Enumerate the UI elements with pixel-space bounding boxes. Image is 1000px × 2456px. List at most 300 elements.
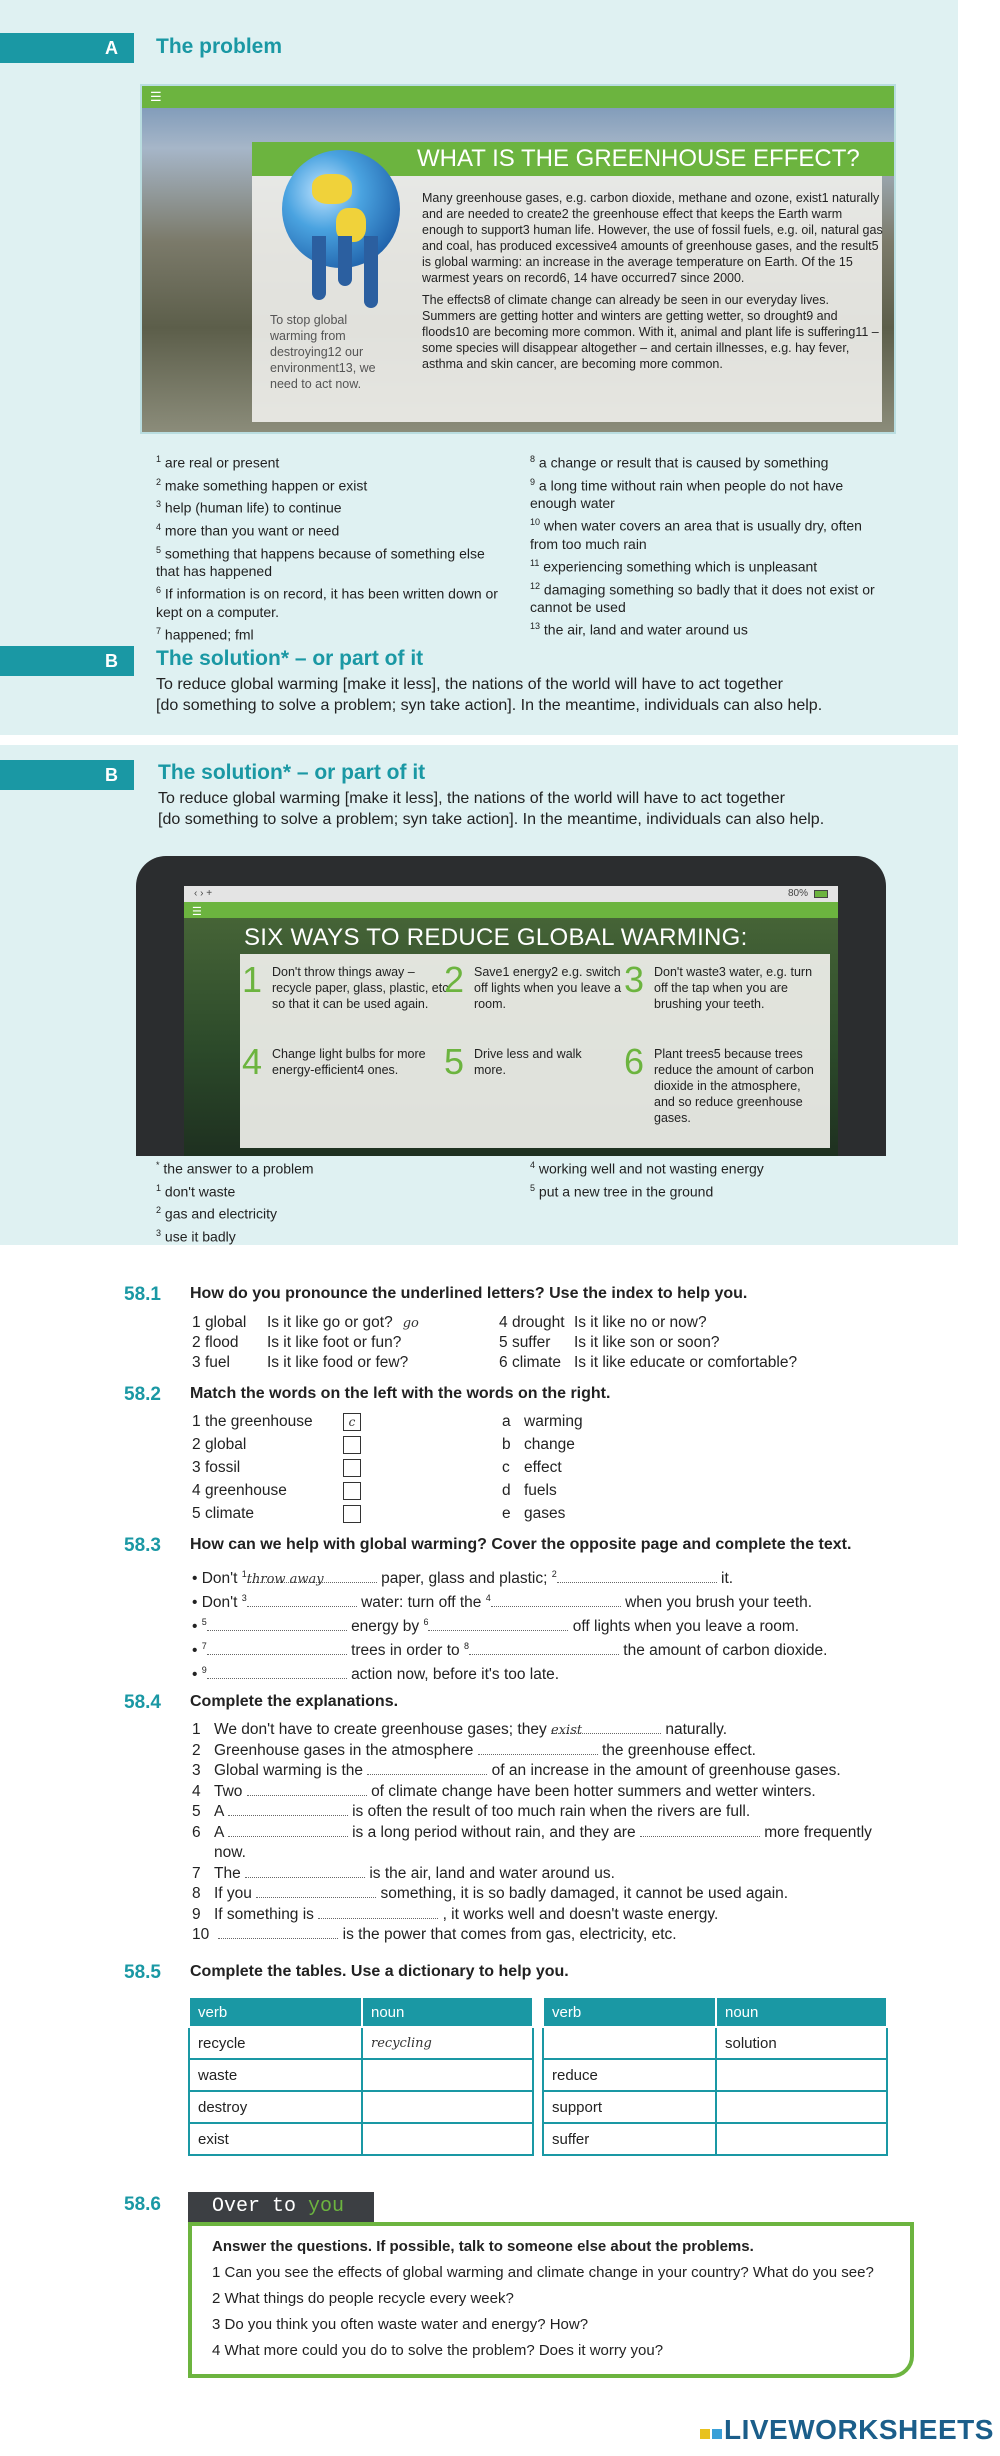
footnote: [530, 473, 880, 513]
line-text: something, it is so badly damaged, it cannot be used again.: [380, 1885, 789, 1902]
way-number: 3: [624, 959, 645, 1000]
footnote-number: 3: [156, 499, 162, 510]
item-question: Is it like go or got?: [266, 1314, 393, 1331]
greenhouse-side-note: To stop global warming from destroying12 our environment13, we need to act now.: [270, 313, 376, 391]
col-noun: noun: [362, 1997, 533, 2027]
item-letter: d: [502, 1482, 511, 1499]
exercise-58-5-number: 58.5: [124, 1962, 161, 1983]
noun-cell[interactable]: [716, 2123, 887, 2155]
footnote-number: 12: [530, 580, 541, 591]
footnote-text: use it badly: [164, 1228, 236, 1245]
item-number: 2: [192, 1334, 201, 1351]
greenhouse-body: [422, 190, 884, 378]
answer-blank[interactable]: [640, 1823, 760, 1837]
col-verb: verb: [543, 1997, 716, 2027]
line-text: is the air, land and water around us.: [369, 1864, 615, 1882]
line-text: more frequently: [764, 1823, 872, 1841]
verb-cell: waste: [189, 2059, 362, 2091]
exercise-58-5-heading: Complete the tables. Use a dictionary to help you.: [190, 1963, 569, 1980]
footnote-text: something that happens because of something else that has happened: [156, 545, 485, 580]
item-number: 6: [192, 1823, 201, 1841]
match-left-item: [192, 1481, 361, 1501]
answer-box[interactable]: [343, 1482, 361, 1500]
footnote-number: 2: [156, 476, 162, 487]
verb-cell: reduce: [543, 2059, 716, 2091]
table-row: [543, 2027, 887, 2059]
answer-blank[interactable]: [218, 1925, 338, 1939]
verb-noun-table-1: [188, 1996, 534, 2156]
explanation-line: [192, 1802, 750, 1822]
over-to-you-label: [188, 2192, 374, 2222]
explanation-line: [192, 1720, 727, 1740]
item-number: 5: [192, 1505, 201, 1522]
ex583-text: water: turn off the: [361, 1594, 482, 1612]
ex583-blank-3[interactable]: [247, 1593, 357, 1607]
way-4: [242, 1041, 432, 1082]
ex583-line-1: • Don't $^1$throw away paper, glass and plastic; $^2$ it.: [192, 1569, 734, 1588]
explanation-line: [192, 1925, 677, 1945]
section-b-intro-1-top: To reduce global warming [make it less], the nations of the world will have to act together: [156, 676, 783, 693]
line-text: is often the result of too much rain when the rivers are full.: [352, 1803, 751, 1820]
footnotes-a-left: [156, 450, 506, 645]
answer-box[interactable]: [343, 1505, 361, 1523]
way-6: [624, 1041, 824, 1126]
explanation-line: [192, 1884, 788, 1904]
line-text: Two: [214, 1782, 243, 1800]
way-number: 1: [242, 959, 263, 1000]
exercise-58-2-heading: Match the words on the left with the words on the right.: [190, 1385, 611, 1402]
item-word: global: [204, 1436, 247, 1453]
line-text: Greenhouse gases in the atmosphere: [214, 1741, 474, 1759]
footnote-number: 11: [530, 557, 540, 568]
match-left-item: [192, 1435, 361, 1455]
line-text: A: [214, 1823, 224, 1841]
footnote-text: when water covers an area that is usually dry, often from too much rain: [530, 517, 862, 552]
section-b-intro-1: To reduce global warming [make it less], the nations of the world will have to act together: [158, 790, 785, 807]
browser-bar: [184, 886, 838, 902]
ex583-blank-1[interactable]: [246, 1569, 377, 1588]
answer-blank[interactable]: [228, 1823, 348, 1837]
footnote: [156, 473, 506, 495]
ex583-text: trees in order to: [351, 1642, 460, 1660]
item-letter: a: [502, 1413, 511, 1430]
verb-cell: suffer: [543, 2123, 716, 2155]
ex583-blank-6[interactable]: [428, 1617, 568, 1631]
item-word: fuels: [524, 1482, 557, 1499]
ex583-blank-5[interactable]: [207, 1617, 347, 1631]
line-text: A: [214, 1803, 224, 1820]
item-word: climate: [511, 1354, 562, 1371]
item-number: 4: [192, 1482, 201, 1499]
line-text: , it works well and doesn't waste energy.: [442, 1905, 719, 1923]
footnote: [156, 1156, 506, 1178]
ex583-text: paper, glass and plastic;: [381, 1570, 548, 1588]
item-number: 2: [192, 1741, 201, 1759]
footnote-number: 8: [530, 454, 536, 464]
footnote: [530, 1179, 880, 1201]
pronunciation-item: [192, 1333, 441, 1353]
way-number: 5: [444, 1041, 465, 1082]
answer-box[interactable]: c: [343, 1413, 361, 1431]
way-number: 6: [624, 1041, 645, 1082]
item-word: greenhouse: [204, 1482, 287, 1499]
match-right-item: [502, 1458, 562, 1478]
menu-icon: ☰: [150, 89, 162, 104]
answer-blank[interactable]: [318, 1905, 438, 1919]
menu-bar: [142, 86, 894, 108]
footnote-text: a change or result that is caused by something: [538, 454, 829, 471]
pronunciation-item: [499, 1333, 760, 1353]
item-letter: c: [502, 1459, 510, 1476]
way-text: Don't waste3 water, e.g. turn off the tap when you are brushing your teeth.: [654, 965, 813, 1011]
footnote-text: the air, land and water around us: [543, 621, 748, 638]
six-ways-heading: SIX WAYS TO REDUCE GLOBAL WARMING:: [244, 924, 748, 951]
item-word: change: [524, 1436, 575, 1453]
footnote-text: gas and electricity: [164, 1205, 277, 1222]
way-5: [444, 1041, 604, 1082]
col-noun: noun: [716, 1997, 887, 2027]
section-b-letter: B: [105, 765, 118, 785]
way-number: 4: [242, 1041, 263, 1082]
way-text: Save1 energy2 e.g. switch off lights when you leave a room.: [474, 965, 622, 1011]
footnote-text: more than you want or need: [164, 522, 340, 539]
item-number: 6: [499, 1354, 508, 1371]
pronunciation-item: [192, 1313, 433, 1334]
line-text: is the power that comes from gas, electricity, etc.: [342, 1926, 677, 1943]
greenhouse-para-1: Many greenhouse gases, e.g. carbon dioxide, methane and ozone, exist1 naturally and are needed to create2 the greenhouse effect that keeps the Earth warm enough to support3 human life. However, the use of fossil fuels, e.g. oil, natural gas and coal, has produced excessive4 amounts of greenhouse gases, and the result5 is global warming: an increase in the average temperature on Earth. Of the 15 warmest years on record6, 14 have occurred7 since 2000.: [422, 191, 883, 285]
footnote-text: experiencing something which is unpleasant: [543, 558, 818, 575]
greenhouse-heading: WHAT IS THE GREENHOUSE EFFECT?: [252, 142, 894, 176]
footnote-text: a long time without rain when people do not have enough water: [530, 477, 844, 512]
greenhouse-para-2: The effects8 of climate change can already be seen in our everyday lives. Summers are getting hotter and winters are getting wetter, so drought9 and floods10 are becoming more common. With it, animal and plant life is suffering11 – some species will disappear altogether – and certain illnesses, e.g. hay fever, asthma and skin cancer, are becoming more common.: [422, 293, 879, 371]
tablet-frame: [136, 856, 886, 1156]
footnote: [530, 617, 880, 639]
verb-cell[interactable]: [543, 2027, 716, 2059]
verb-noun-table-2: [542, 1996, 888, 2156]
ex583-example-answer: throw away: [246, 1572, 324, 1588]
item-number: 9: [192, 1905, 201, 1923]
ex583-text: Don't: [201, 1594, 238, 1612]
you-label: you: [308, 2195, 345, 2218]
way-1: [242, 959, 452, 1012]
match-right-item: [502, 1504, 565, 1524]
footnote-text: make something happen or exist: [164, 477, 368, 494]
footnote-number: 5: [156, 544, 162, 555]
table-row: [543, 2123, 887, 2155]
explanation-line: [192, 1823, 872, 1843]
verb-cell: destroy: [189, 2091, 362, 2123]
ex583-text: off lights when you leave a room.: [572, 1618, 800, 1636]
exercise-58-4-heading: Complete the explanations.: [190, 1693, 399, 1710]
footnote-number: 1: [156, 1182, 162, 1193]
footnote-number: 4: [530, 1160, 536, 1170]
item-word: the greenhouse: [204, 1413, 313, 1430]
footnote-number: 2: [156, 1205, 162, 1216]
match-left-item: [192, 1412, 361, 1432]
answer-blank[interactable]: [245, 1864, 365, 1878]
match-right-item: [502, 1412, 583, 1432]
item-number: 4: [499, 1314, 508, 1331]
logo-square-icon: [700, 2429, 710, 2439]
item-number: 3: [192, 1354, 201, 1371]
exercise-58-3-heading: How can we help with global warming? Cover the opposite page and complete the text.: [190, 1536, 852, 1553]
ex583-blank-8[interactable]: [469, 1641, 619, 1655]
item-word: warming: [524, 1413, 583, 1430]
ex583-text: action now, before it's too late.: [351, 1666, 560, 1684]
footnotes-b-right: [530, 1156, 880, 1201]
answer-box[interactable]: [343, 1436, 361, 1454]
ex583-blank-7[interactable]: [207, 1641, 347, 1655]
footnotes-a-right: [530, 450, 880, 640]
footnote-number: 9: [530, 476, 536, 487]
answer-box[interactable]: [343, 1459, 361, 1477]
browser-nav-icons[interactable]: ‹ › +: [194, 888, 213, 899]
footnote-text: help (human life) to continue: [164, 499, 342, 516]
globe-drip: [312, 236, 326, 300]
col-verb: verb: [189, 1997, 362, 2027]
pronunciation-item: [192, 1353, 448, 1373]
example-answer: exist: [551, 1723, 583, 1738]
ex583-line-4: • $^7$ trees in order to $^8$ the amount of carbon dioxide.: [192, 1641, 828, 1660]
item-number: 8: [192, 1885, 201, 1902]
footnote-number: 3: [156, 1227, 162, 1238]
ex583-blank-4[interactable]: [491, 1593, 621, 1607]
ex583-blank-2[interactable]: [557, 1569, 717, 1583]
explanation-line: [192, 1905, 718, 1925]
explanation-line: [192, 1741, 756, 1761]
item-word: global: [204, 1314, 247, 1331]
section-b-stripe-top: [0, 646, 134, 676]
exercise-58-6-number: 58.6: [124, 2194, 161, 2215]
match-left-item: [192, 1504, 361, 1524]
ex583-text: Don't: [201, 1570, 238, 1588]
item-letter: b: [502, 1436, 511, 1453]
verb-cell: recycle: [189, 2027, 362, 2059]
ex583-blank-9[interactable]: [207, 1665, 347, 1679]
footnote: [156, 1224, 506, 1246]
ex583-text: when you brush your teeth.: [625, 1594, 813, 1612]
footnote-text: If information is on record, it has been written down or kept on a computer.: [156, 585, 498, 620]
table-row: [189, 2027, 533, 2059]
item-question: Is it like foot or fun?: [266, 1334, 402, 1351]
item-word: fossil: [204, 1459, 241, 1476]
item-word: climate: [204, 1505, 255, 1522]
footnote-text: happened; fml: [164, 626, 254, 643]
item-word: flood: [204, 1334, 239, 1351]
table-row: [189, 2059, 533, 2091]
line-text: of climate change have been hotter summers and wetter winters.: [371, 1782, 816, 1800]
way-text: Plant trees5 because trees reduce the amount of carbon dioxide in the atmosphere, and so reduce greenhouse gases.: [654, 1047, 814, 1125]
brand-name: LIVEWORKSHEETS: [724, 2414, 994, 2445]
table-row: [189, 2091, 533, 2123]
footnote: [156, 1201, 506, 1223]
footnote-number: 6: [156, 585, 162, 596]
match-right-item: [502, 1481, 557, 1501]
question-1: 1 Can you see the effects of global warming and climate change in your country? What do you see?: [212, 2264, 874, 2281]
footnote-text: working well and not wasting energy: [538, 1160, 764, 1177]
answer-blank[interactable]: [228, 1802, 348, 1816]
answer-blank[interactable]: [551, 1720, 661, 1738]
way-text: Drive less and walk more.: [474, 1047, 582, 1077]
exercise-58-1-number: 58.1: [124, 1284, 161, 1305]
footnote: [156, 518, 506, 540]
line-text: If you: [214, 1885, 252, 1902]
item-word: drought: [511, 1314, 565, 1331]
item-number: 4: [192, 1782, 201, 1800]
tablet-menu-bar: [184, 902, 838, 918]
over-to-you-instruction: Answer the questions. If possible, talk to someone else about the problems.: [212, 2238, 754, 2255]
item-number: 3: [192, 1459, 201, 1476]
exercise-58-4-number: 58.4: [124, 1692, 161, 1713]
way-number: 2: [444, 959, 465, 1000]
line-text: If something is: [214, 1905, 314, 1923]
ex583-line-3: • $^5$ energy by $^6$ off lights when you leave a room.: [192, 1617, 800, 1636]
footnote: [156, 1179, 506, 1201]
footnote-number: 5: [530, 1182, 536, 1193]
battery-label: 80%: [787, 888, 808, 899]
noun-cell[interactable]: [362, 2123, 533, 2155]
section-a-stripe: [0, 33, 134, 63]
line-text: naturally.: [665, 1721, 728, 1738]
globe-drip: [338, 236, 352, 286]
item-word: fuel: [204, 1354, 230, 1371]
question-2: 2 What things do people recycle every week?: [212, 2290, 514, 2307]
footnote: [530, 513, 880, 553]
item-number: 5: [192, 1803, 201, 1820]
item-question: Is it like educate or comfortable?: [573, 1354, 798, 1371]
tablet-screen: [184, 886, 838, 1156]
footnote: [530, 554, 880, 576]
item-number: 2: [192, 1436, 201, 1453]
footnote-text: don't waste: [164, 1183, 236, 1200]
footnote: [156, 622, 506, 644]
battery-icon: [814, 890, 828, 898]
footnote-number: 1: [156, 454, 162, 464]
ex583-line-5: • $^9$ action now, before it's too late.: [192, 1665, 560, 1684]
over-to-you-box: [188, 2222, 914, 2378]
way-3: [624, 959, 824, 1012]
answer-blank[interactable]: [256, 1884, 376, 1898]
noun-cell[interactable]: [716, 2091, 887, 2123]
match-right-item: [502, 1435, 575, 1455]
section-b-stripe: [0, 760, 134, 790]
line-text: Global warming is the: [214, 1762, 364, 1779]
footnote-text: damaging something so badly that it does not exist or cannot be used: [530, 581, 875, 616]
footnote-number: 7: [156, 625, 162, 636]
item-word: effect: [524, 1459, 562, 1476]
section-b-letter: B: [105, 651, 118, 671]
noun-cell[interactable]: [716, 2059, 887, 2091]
footnote-text: are real or present: [164, 454, 280, 471]
item-question: Is it like food or few?: [266, 1354, 409, 1371]
item-number: 10: [192, 1926, 210, 1943]
item-word: gases: [524, 1505, 566, 1522]
line-text: The: [214, 1864, 241, 1882]
greenhouse-panel: [140, 84, 896, 434]
item-answer[interactable]: go: [402, 1316, 419, 1331]
ex583-text: the amount of carbon dioxide.: [623, 1642, 828, 1660]
item-number: 1: [192, 1721, 201, 1738]
section-b-title-top: The solution* – or part of it: [156, 647, 424, 670]
question-3: 3 Do you think you often waste water and energy? How?: [212, 2316, 589, 2333]
section-b-intro-2-top: [do something to solve a problem; syn take action]. In the meantime, individuals can also help.: [156, 697, 823, 714]
footnotes-b-left: [156, 1156, 506, 1247]
footnote-number: 4: [156, 521, 162, 532]
verb-cell: support: [543, 2091, 716, 2123]
noun-cell: solution: [716, 2027, 887, 2059]
item-word: suffer: [511, 1334, 551, 1351]
section-a-title: The problem: [156, 35, 283, 58]
menu-icon: ☰: [192, 906, 202, 918]
logo-square-icon: [712, 2429, 722, 2439]
item-letter: e: [502, 1505, 511, 1522]
exercise-58-1-heading: How do you pronounce the underlined letters? Use the index to help you.: [190, 1285, 748, 1302]
match-left-item: [192, 1458, 361, 1478]
item-number: 7: [192, 1864, 201, 1882]
way-2: [444, 959, 624, 1012]
item-question: Is it like son or soon?: [573, 1334, 720, 1351]
ex583-line-2: • Don't $^3$ water: turn off the $^4$ when you brush your teeth.: [192, 1593, 813, 1612]
footnote: [156, 495, 506, 517]
line-text: We don't have to create greenhouse gases; they: [214, 1721, 547, 1738]
liveworksheets-logo[interactable]: [700, 2414, 994, 2446]
explanation-line: [192, 1761, 841, 1781]
explanation-line: [192, 1864, 615, 1884]
table-row: [189, 2123, 533, 2155]
footnote: [530, 450, 880, 472]
exercise-58-2-number: 58.2: [124, 1384, 161, 1405]
answer-blank[interactable]: [367, 1761, 487, 1775]
line-text: of an increase in the amount of greenhouse gases.: [491, 1762, 841, 1779]
globe-drip: [364, 236, 378, 308]
item-number: 1: [192, 1314, 201, 1331]
item-question: Is it like no or now?: [573, 1314, 707, 1331]
pronunciation-item: [499, 1313, 747, 1333]
noun-cell[interactable]: [362, 2091, 533, 2123]
footnote-text: the answer to a problem: [163, 1160, 314, 1177]
footnote-number: *: [156, 1160, 160, 1170]
section-b-title: The solution* – or part of it: [158, 761, 426, 784]
answer-blank[interactable]: [247, 1782, 367, 1796]
over-to-label: Over to: [212, 2195, 309, 2218]
section-a-letter: A: [105, 38, 118, 58]
verb-cell: exist: [189, 2123, 362, 2155]
line-text: is a long period without rain, and they are: [352, 1823, 636, 1841]
explanation-line: [192, 1782, 816, 1802]
answer-blank[interactable]: [478, 1741, 598, 1755]
way-text: Don't throw things away – recycle paper, glass, plastic, etc. so that it can be used again.: [272, 965, 452, 1011]
footnote: [156, 541, 506, 581]
question-4: 4 What more could you do to solve the problem? Does it worry you?: [212, 2342, 664, 2359]
noun-cell[interactable]: [362, 2059, 533, 2091]
item-number: 5: [499, 1334, 508, 1351]
noun-cell: recycling: [362, 2027, 533, 2059]
ex583-text: it.: [721, 1570, 734, 1588]
ex583-text: energy by: [351, 1618, 420, 1636]
line-text: the greenhouse effect.: [602, 1741, 756, 1759]
table-row: [543, 2059, 887, 2091]
footnote-text: put a new tree in the ground: [538, 1183, 714, 1200]
way-text: Change light bulbs for more energy-efficient4 ones.: [272, 1047, 426, 1077]
section-b-intro-2: [do something to solve a problem; syn take action]. In the meantime, individuals can also help.: [158, 811, 825, 828]
footnote: [156, 581, 506, 621]
footnote: [530, 577, 880, 617]
line-text: now.: [214, 1844, 246, 1861]
footnote-number: 10: [530, 517, 541, 528]
item-number: 1: [192, 1413, 201, 1430]
exercise-58-3-number: 58.3: [124, 1535, 161, 1556]
table-row: [543, 2091, 887, 2123]
